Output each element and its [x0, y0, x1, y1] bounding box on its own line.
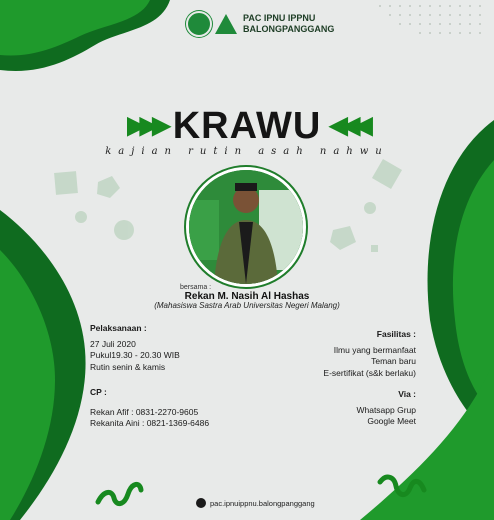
schedule-block — [90, 323, 180, 373]
instagram-icon — [196, 498, 206, 508]
title-row — [0, 106, 494, 146]
contact-line: Rekanita Aini : 0821-1369-6486 — [90, 418, 210, 428]
speaker-intro: bersama : — [180, 284, 212, 291]
social-handle-text: pac.ipnuippnu.balongpanggang — [210, 498, 315, 508]
facilities-heading: Fasilitas : — [376, 329, 416, 339]
via-line: Whatsapp Grup — [356, 404, 416, 415]
speaker-affiliation: (Mahasiswa Sastra Arab Universitas Negeri Malang) — [154, 301, 340, 310]
facilities-block — [323, 329, 416, 379]
dot-pattern-shape — [379, 5, 481, 34]
schedule-line: 27 Juli 2020 — [90, 338, 136, 349]
ippnu-logo-icon — [215, 14, 237, 34]
facilities-line: Teman baru — [371, 356, 416, 366]
speaker-photo — [186, 167, 306, 287]
social-handle — [196, 498, 315, 508]
event-title: KRAWU — [172, 105, 322, 147]
ipnu-logo-icon — [186, 11, 212, 37]
speaker-photo-image — [189, 170, 303, 284]
contact-heading: CP : — [90, 387, 107, 397]
contact-line: Rekan Afif : 0831-2270-9605 — [90, 406, 199, 417]
facilities-line: Ilmu yang bermanfaat — [333, 344, 416, 355]
squiggle-left-shape — [98, 484, 141, 503]
organization-name — [243, 13, 334, 35]
via-heading: Via : — [398, 389, 416, 399]
organization-line1: PAC IPNU IPPNU — [243, 13, 316, 23]
contact-block — [90, 387, 209, 430]
via-block — [356, 389, 416, 428]
facilities-line: E-sertifikat (s&k berlaku) — [323, 367, 416, 378]
event-subtitle: kajian rutin asah nahwu — [105, 146, 389, 157]
schedule-line: Rutin senin & kamis — [90, 361, 166, 372]
speaker-name: Rekan M. Nasih Al Hashas — [184, 291, 310, 302]
schedule-line: Pukul19.30 - 20.30 WIB — [90, 350, 180, 360]
organization-header — [186, 11, 334, 37]
organization-line2: BALONGPANGGANG — [243, 24, 335, 34]
schedule-heading: Pelaksanaan : — [90, 323, 147, 333]
chevrons-right-icon: ▶▶▶ — [127, 112, 165, 139]
via-line: Google Meet — [367, 416, 416, 426]
chevrons-left-icon: ◀◀◀ — [329, 112, 367, 139]
